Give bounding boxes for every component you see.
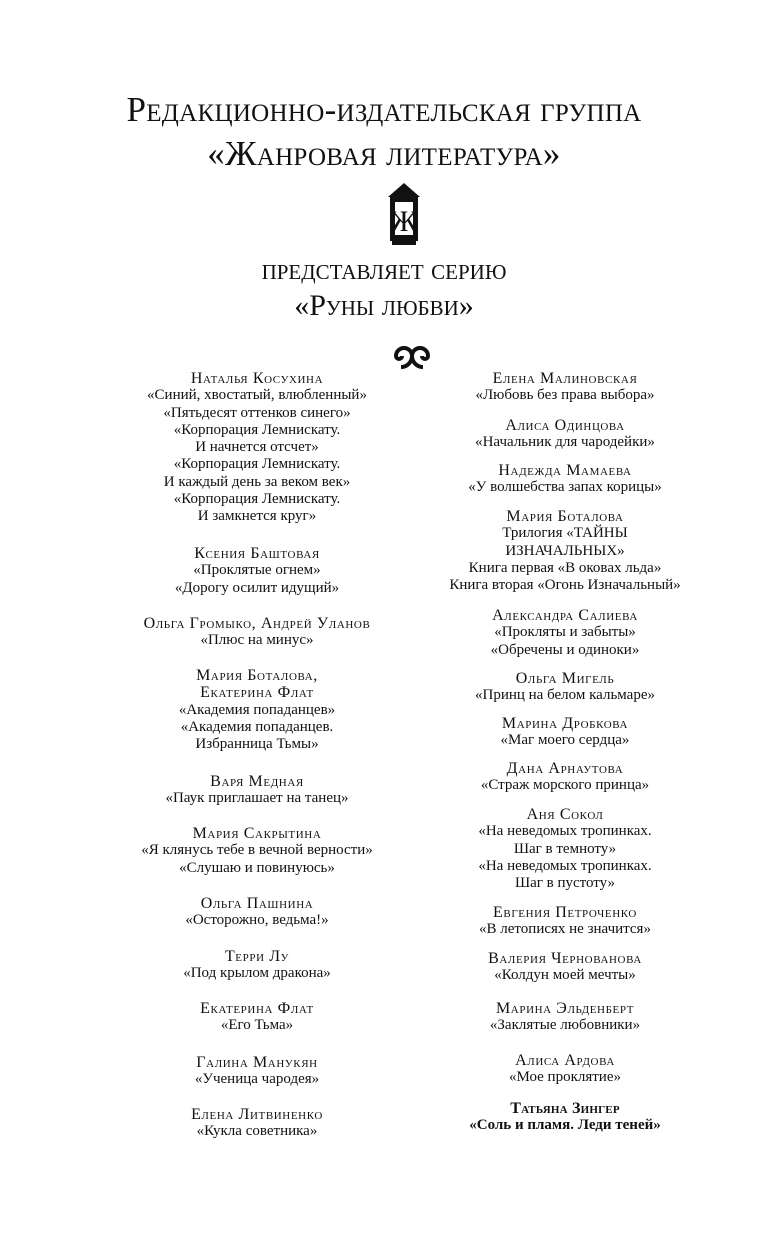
author-name: Екатерина Флат — [200, 1000, 314, 1017]
book-title: «Ученица чародея» — [194, 1071, 320, 1088]
book-title: Книга первая «В оковах льда» — [468, 559, 662, 576]
author-name: Мария Сакрытина — [192, 825, 322, 842]
book-title: «Академия попаданцев» — [178, 701, 336, 718]
lantern-icon — [386, 183, 422, 247]
book-title: Трилогия «ТАЙНЫ — [502, 525, 628, 542]
author-name: Варя Медная — [210, 773, 304, 790]
catalog-entry — [92, 615, 422, 650]
series-title: «Руны любви» — [294, 289, 474, 322]
catalog-entry — [400, 1100, 730, 1135]
book-title: «Дорогу осилит идущий» — [174, 579, 340, 596]
author-name: Александра Салиева — [492, 607, 638, 624]
book-title: «Заклятые любовники» — [489, 1017, 641, 1034]
book-title: «Корпорация Лемнискату. — [173, 491, 341, 508]
double-spiral-icon — [382, 343, 442, 369]
book-title: «Его Тьма» — [220, 1017, 294, 1034]
book-title: «Слушаю и повинуюсь» — [179, 859, 335, 876]
book-title: «Мое проклятие» — [509, 1069, 621, 1086]
book-title: «Колдун моей мечты» — [494, 967, 636, 984]
catalog-entry — [92, 1106, 422, 1141]
book-title: И каждый день за веком век» — [163, 473, 351, 490]
book-title: Избранница Тьмы» — [195, 736, 319, 753]
book-title: «Корпорация Лемнискату. — [173, 456, 341, 473]
catalog-entry — [400, 370, 730, 405]
author-name: Евгения Петроченко — [493, 904, 637, 921]
book-title: «Страж морского принца» — [480, 777, 650, 794]
catalog-entry — [400, 508, 730, 594]
book-title: «На неведомых тропинках. — [478, 857, 652, 874]
author-name: Терри Лу — [224, 948, 290, 965]
book-title: «Соль и пламя. Леди теней» — [469, 1117, 661, 1134]
book-title: «Любовь без права выбора» — [475, 387, 655, 404]
book-title: «Маг моего сердца» — [500, 732, 630, 749]
book-title: Шаг в пустоту» — [514, 875, 616, 892]
author-name: Наталья Косухина — [190, 370, 324, 387]
author-name: Алиса Одинцова — [505, 417, 625, 434]
author-name: Ольга Пашнина — [200, 895, 314, 912]
catalog-entry — [92, 895, 422, 930]
book-title: «У волшебства запах корицы» — [468, 479, 662, 496]
author-name: Татьяна Зингер — [510, 1100, 620, 1117]
book-title: «Академия попаданцев. — [180, 718, 334, 735]
book-title: «Плюс на минус» — [200, 632, 314, 649]
book-title: «Прокляты и забыты» — [494, 624, 636, 641]
author-name: Надежда Мамаева — [498, 462, 632, 479]
catalog-entry — [92, 545, 422, 597]
book-title: Книга вторая «Огонь Изначальный» — [449, 577, 681, 594]
svg-text:Ж: Ж — [390, 205, 418, 238]
book-title: «На неведомых тропинках. — [478, 823, 652, 840]
author-name: Мария Боталова, — [196, 667, 318, 684]
catalog-entry — [400, 715, 730, 750]
catalog-entry — [400, 950, 730, 985]
book-title: И замкнется круг» — [197, 508, 317, 525]
book-title: «Синий, хвостатый, влюбленный» — [147, 387, 367, 404]
author-name: Елена Литвиненко — [191, 1106, 323, 1123]
author-name: Марина Дробкова — [501, 715, 629, 732]
book-title: «Принц на белом кальмаре» — [474, 687, 655, 704]
presents-text: представляет серию — [261, 253, 507, 286]
author-name: Ольга Мигель — [515, 670, 615, 687]
author-name: Аня Сокол — [526, 806, 604, 823]
book-title: «Кукла советника» — [196, 1123, 318, 1140]
author-name: Дана Арнаутова — [506, 760, 624, 777]
catalog-entry — [92, 948, 422, 983]
author-name: Марина Эльденберт — [495, 1000, 635, 1017]
author-name: Галина Манукян — [196, 1054, 318, 1071]
author-name: Елена Малиновская — [492, 370, 638, 387]
book-title: ИЗНАЧАЛЬНЫХ» — [505, 542, 625, 559]
author-name: Ксения Баштовая — [194, 545, 320, 562]
book-title: «Корпорация Лемнискату. — [173, 421, 341, 438]
book-title: «Обречены и одиноки» — [490, 641, 640, 658]
book-title: «Я клянусь тебе в вечной верности» — [141, 842, 373, 859]
catalog-entry — [400, 607, 730, 659]
catalog-entry — [400, 417, 730, 452]
author-name: Алиса Ардова — [515, 1052, 615, 1069]
catalog-entry — [400, 806, 730, 892]
book-title: «Пятьдесят оттенков синего» — [163, 404, 351, 421]
catalog-entry — [92, 773, 422, 808]
catalog-entry — [92, 667, 422, 753]
book-title: «В летописях не значится» — [479, 921, 651, 938]
author-name: Валерия Чернованова — [488, 950, 642, 967]
catalog-entry — [92, 1000, 422, 1035]
book-title: «Проклятые огнем» — [193, 562, 321, 579]
author-name: Екатерина Флат — [200, 684, 314, 702]
book-title: «Осторожно, ведьма!» — [185, 912, 329, 929]
catalog-entry — [92, 1054, 422, 1089]
author-name: Мария Боталова — [506, 508, 624, 525]
book-title: «Начальник для чародейки» — [475, 434, 655, 451]
publisher-imprint: «Жанровая литература» — [207, 134, 561, 173]
book-title: «Паук приглашает на танец» — [165, 790, 349, 807]
catalog-entry — [400, 1052, 730, 1087]
book-title: «Под крылом дракона» — [183, 965, 331, 982]
publisher-name: Редакционно-издательская группа — [126, 90, 642, 129]
catalog-entry — [400, 670, 730, 705]
catalog-entry — [92, 370, 422, 526]
book-title: Шаг в темноту» — [513, 840, 617, 857]
author-name: Ольга Громыко, Андрей Уланов — [143, 615, 371, 632]
catalog-entry — [400, 462, 730, 497]
catalog-entry — [92, 825, 422, 877]
catalog-entry — [400, 760, 730, 795]
book-title: И начнется отсчет» — [195, 439, 319, 456]
catalog-entry — [400, 1000, 730, 1035]
catalog-entry — [400, 904, 730, 939]
